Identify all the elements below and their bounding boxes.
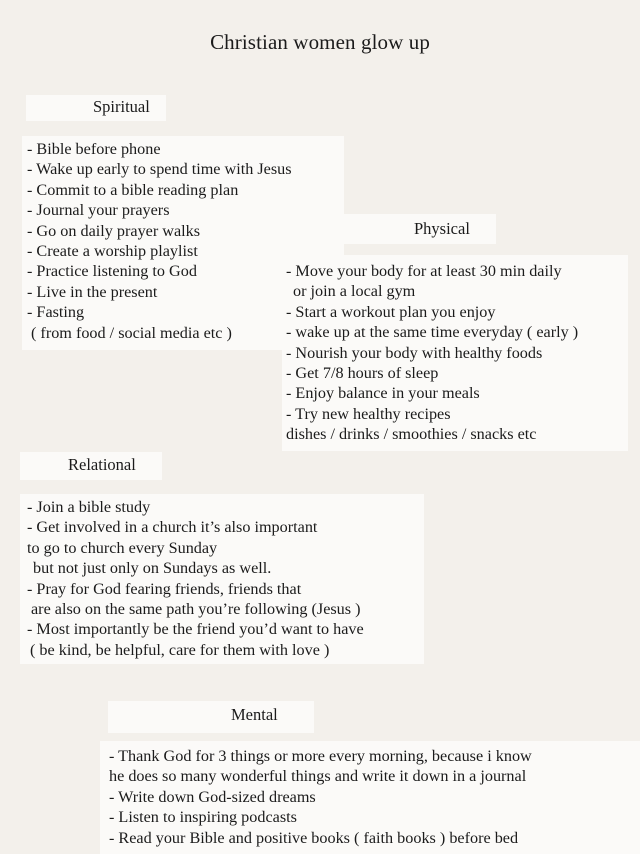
list-item: - Wake up early to spend time with Jesus (27, 160, 292, 179)
list-item: - Read your Bible and positive books ( faith books ) before bed (109, 828, 519, 847)
list-item: - Start a workout plan you enjoy (286, 302, 496, 321)
list-item: or join a local gym (293, 282, 416, 301)
list-item: - Bible before phone (27, 140, 161, 158)
list-item: - wake up at the same time everyday ( early ) (286, 323, 579, 342)
list-item: - Enjoy balance in your meals (286, 384, 480, 403)
list-item: - Create a worship playlist (27, 242, 198, 261)
list-item: - Commit to a bible reading plan (27, 180, 239, 199)
list-item: - Fasting (27, 303, 85, 322)
list-item: - Go on daily prayer walks (27, 221, 201, 240)
list-item: - Thank God for 3 things or more every morning, because i know (109, 747, 532, 765)
relational-heading: Relational (68, 455, 136, 474)
list-item: but not just only on Sundays as well. (33, 559, 272, 578)
list-item: ( be kind, be helpful, care for them with love ) (30, 640, 330, 659)
list-item: - Pray for God fearing friends, friends that (27, 579, 302, 598)
list-item: - Get 7/8 hours of sleep (286, 364, 439, 383)
list-item: - Join a bible study (27, 498, 151, 516)
list-item: - Write down God-sized dreams (109, 787, 316, 806)
list-item: to go to church every Sunday (27, 538, 218, 557)
list-item: are also on the same path you’re following (Jesus ) (31, 600, 361, 619)
list-item: - Journal your prayers (27, 201, 170, 220)
list-item: - Live in the present (27, 282, 158, 301)
mental-heading: Mental (231, 705, 278, 724)
list-item: - Get involved in a church it’s also important (27, 518, 318, 537)
relational-list (27, 497, 364, 660)
physical-list (286, 261, 578, 445)
mental-list (109, 746, 532, 848)
spiritual-list (27, 139, 292, 343)
spiritual-heading: Spiritual (93, 97, 150, 116)
mental-heading-panel (108, 701, 314, 733)
list-item: - Nourish your body with healthy foods (286, 343, 543, 362)
list-item: - Practice listening to God (27, 262, 197, 281)
list-item: ( from food / social media etc ) (31, 323, 232, 342)
page-title: Christian women glow up (210, 30, 430, 54)
physical-heading: Physical (414, 219, 470, 238)
list-item: - Most importantly be the friend you’d want to have (27, 620, 364, 639)
list-item: - Listen to inspiring podcasts (109, 808, 297, 827)
list-item: he does so many wonderful things and write it down in a journal (109, 767, 527, 786)
list-item: dishes / drinks / smoothies / snacks etc (286, 425, 537, 444)
list-item: - Move your body for at least 30 min daily (286, 262, 562, 280)
list-item: - Try new healthy recipes (286, 404, 451, 423)
